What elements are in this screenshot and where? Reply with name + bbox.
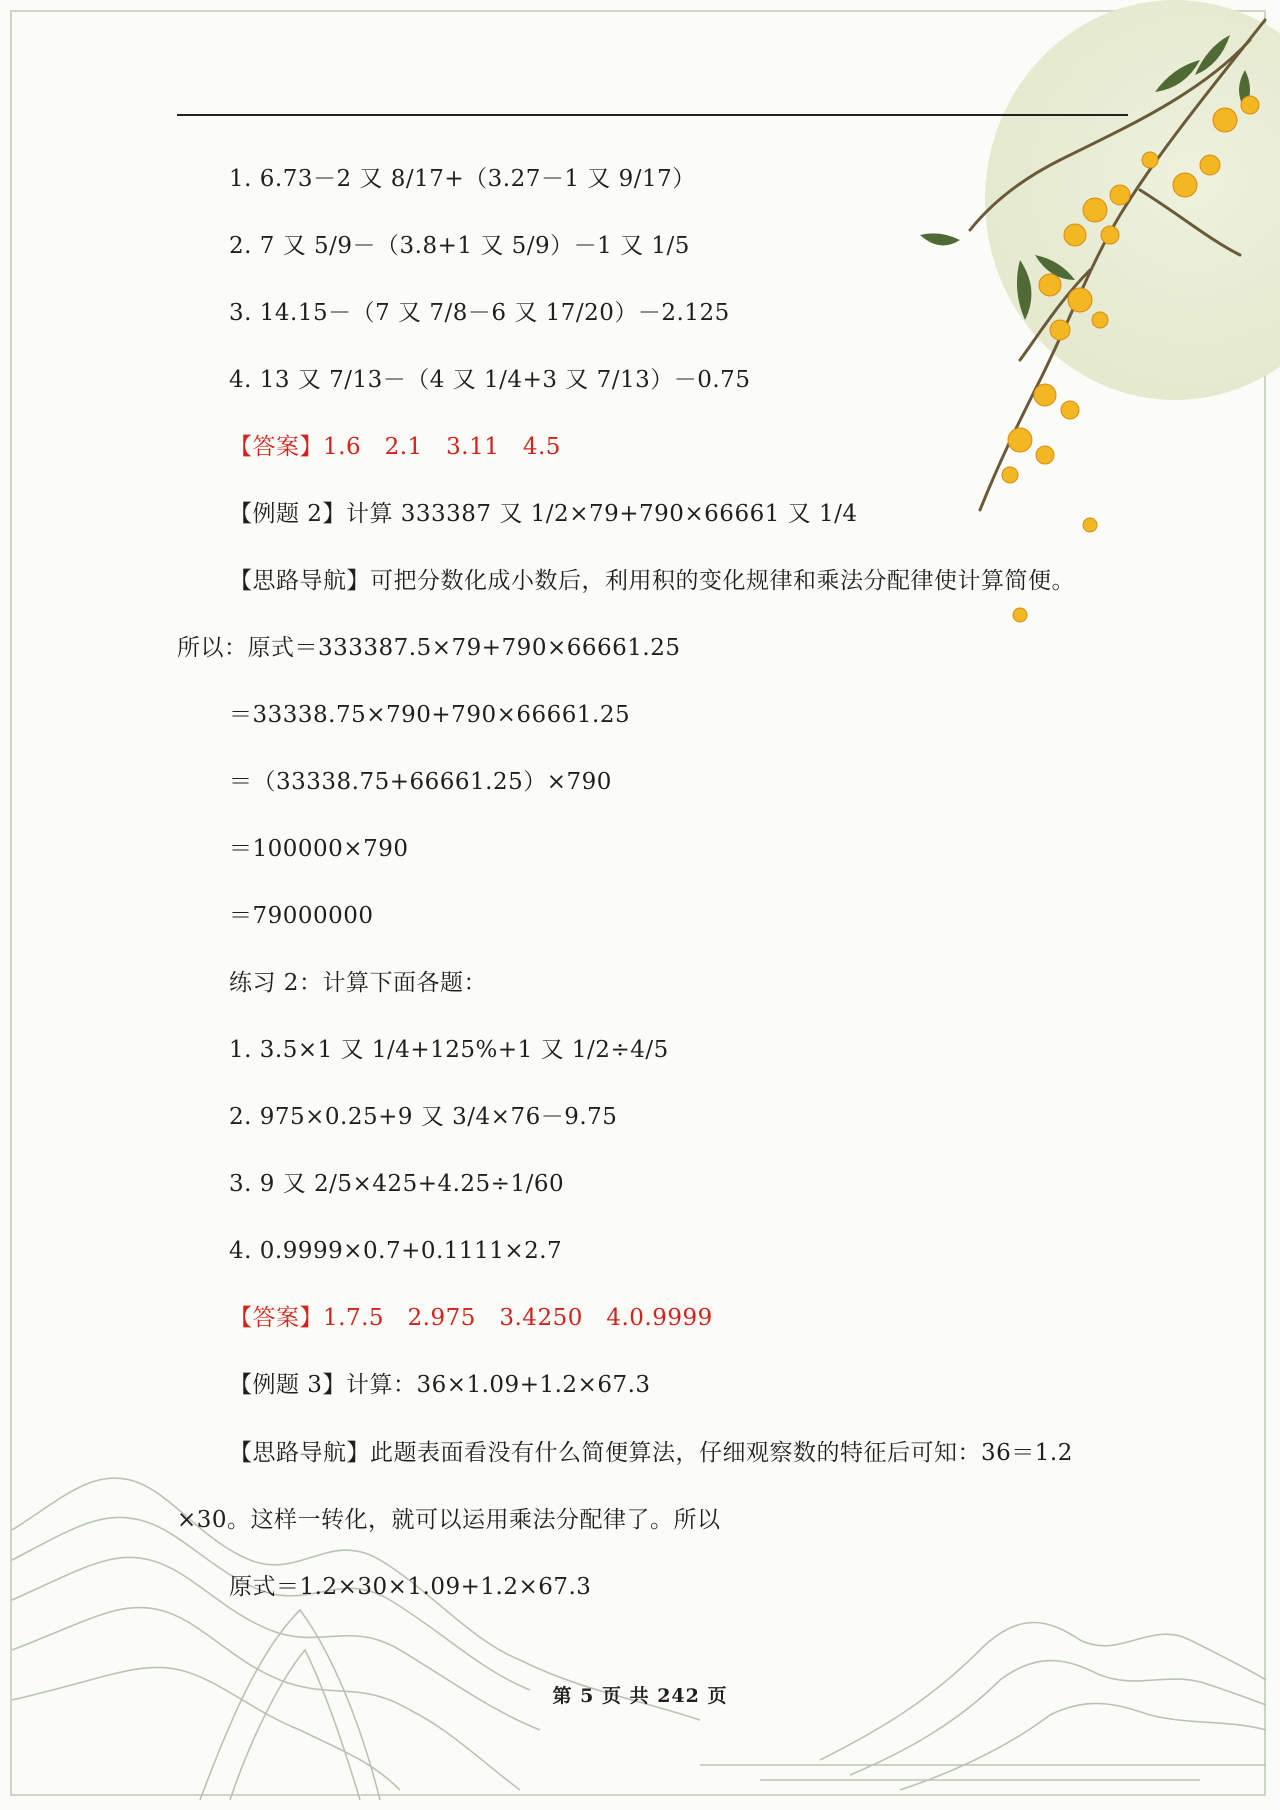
solution-step-2: ＝33338.75×790+790×66661.25: [229, 702, 631, 728]
practice-2-item-1: 1. 3.5×1 又 1/4+125%+1 又 1/2÷4/5: [229, 1037, 669, 1063]
practice-2-title: 练习 2：计算下面各题：: [229, 970, 487, 996]
practice-2-item-2: 2. 975×0.25+9 又 3/4×76－9.75: [229, 1104, 618, 1130]
example-2-title: 【例题 2】计算 333387 又 1/2×79+790×66661 又 1/4: [229, 501, 858, 527]
example-3-solution: 原式＝1.2×30×1.09+1.2×67.3: [229, 1574, 592, 1600]
example-3-hint: 【思路导航】此题表面看没有什么简便算法，仔细观察数的特征后可知：36＝1.2: [229, 1440, 1073, 1466]
header-rule: [177, 114, 1128, 116]
practice-2-item-4: 4. 0.9999×0.7+0.1111×2.7: [229, 1238, 563, 1264]
practice-1-item-4: 4. 13 又 7/13－（4 又 1/4+3 又 7/13）－0.75: [229, 367, 751, 393]
solution-step-5: ＝79000000: [229, 903, 374, 929]
solution-step-4: ＝100000×790: [229, 836, 409, 862]
practice-1-item-1: 1. 6.73－2 又 8/17+（3.27－1 又 9/17）: [229, 166, 696, 192]
example-3-hint-continued: ×30。这样一转化，就可以运用乘法分配律了。所以: [177, 1507, 721, 1533]
answer-2: 【答案】1.7.5 2.975 3.4250 4.0.9999: [229, 1305, 713, 1331]
page-number-footer: 第 5 页 共 242 页: [552, 1685, 728, 1707]
solution-step-1: 所以：原式＝333387.5×79+790×66661.25: [177, 635, 681, 661]
example-2-hint: 【思路导航】可把分数化成小数后，利用积的变化规律和乘法分配律使计算简便。: [229, 568, 1075, 594]
example-3-title: 【例题 3】计算：36×1.09+1.2×67.3: [229, 1372, 651, 1398]
practice-1-item-3: 3. 14.15－（7 又 7/8－6 又 17/20）－2.125: [229, 300, 730, 326]
solution-step-3: ＝（33338.75+66661.25）×790: [229, 769, 612, 795]
practice-2-item-3: 3. 9 又 2/5×425+4.25÷1/60: [229, 1171, 565, 1197]
answer-1: 【答案】1.6 2.1 3.11 4.5: [229, 434, 561, 460]
practice-1-item-2: 2. 7 又 5/9－（3.8+1 又 5/9）－1 又 1/5: [229, 233, 690, 259]
